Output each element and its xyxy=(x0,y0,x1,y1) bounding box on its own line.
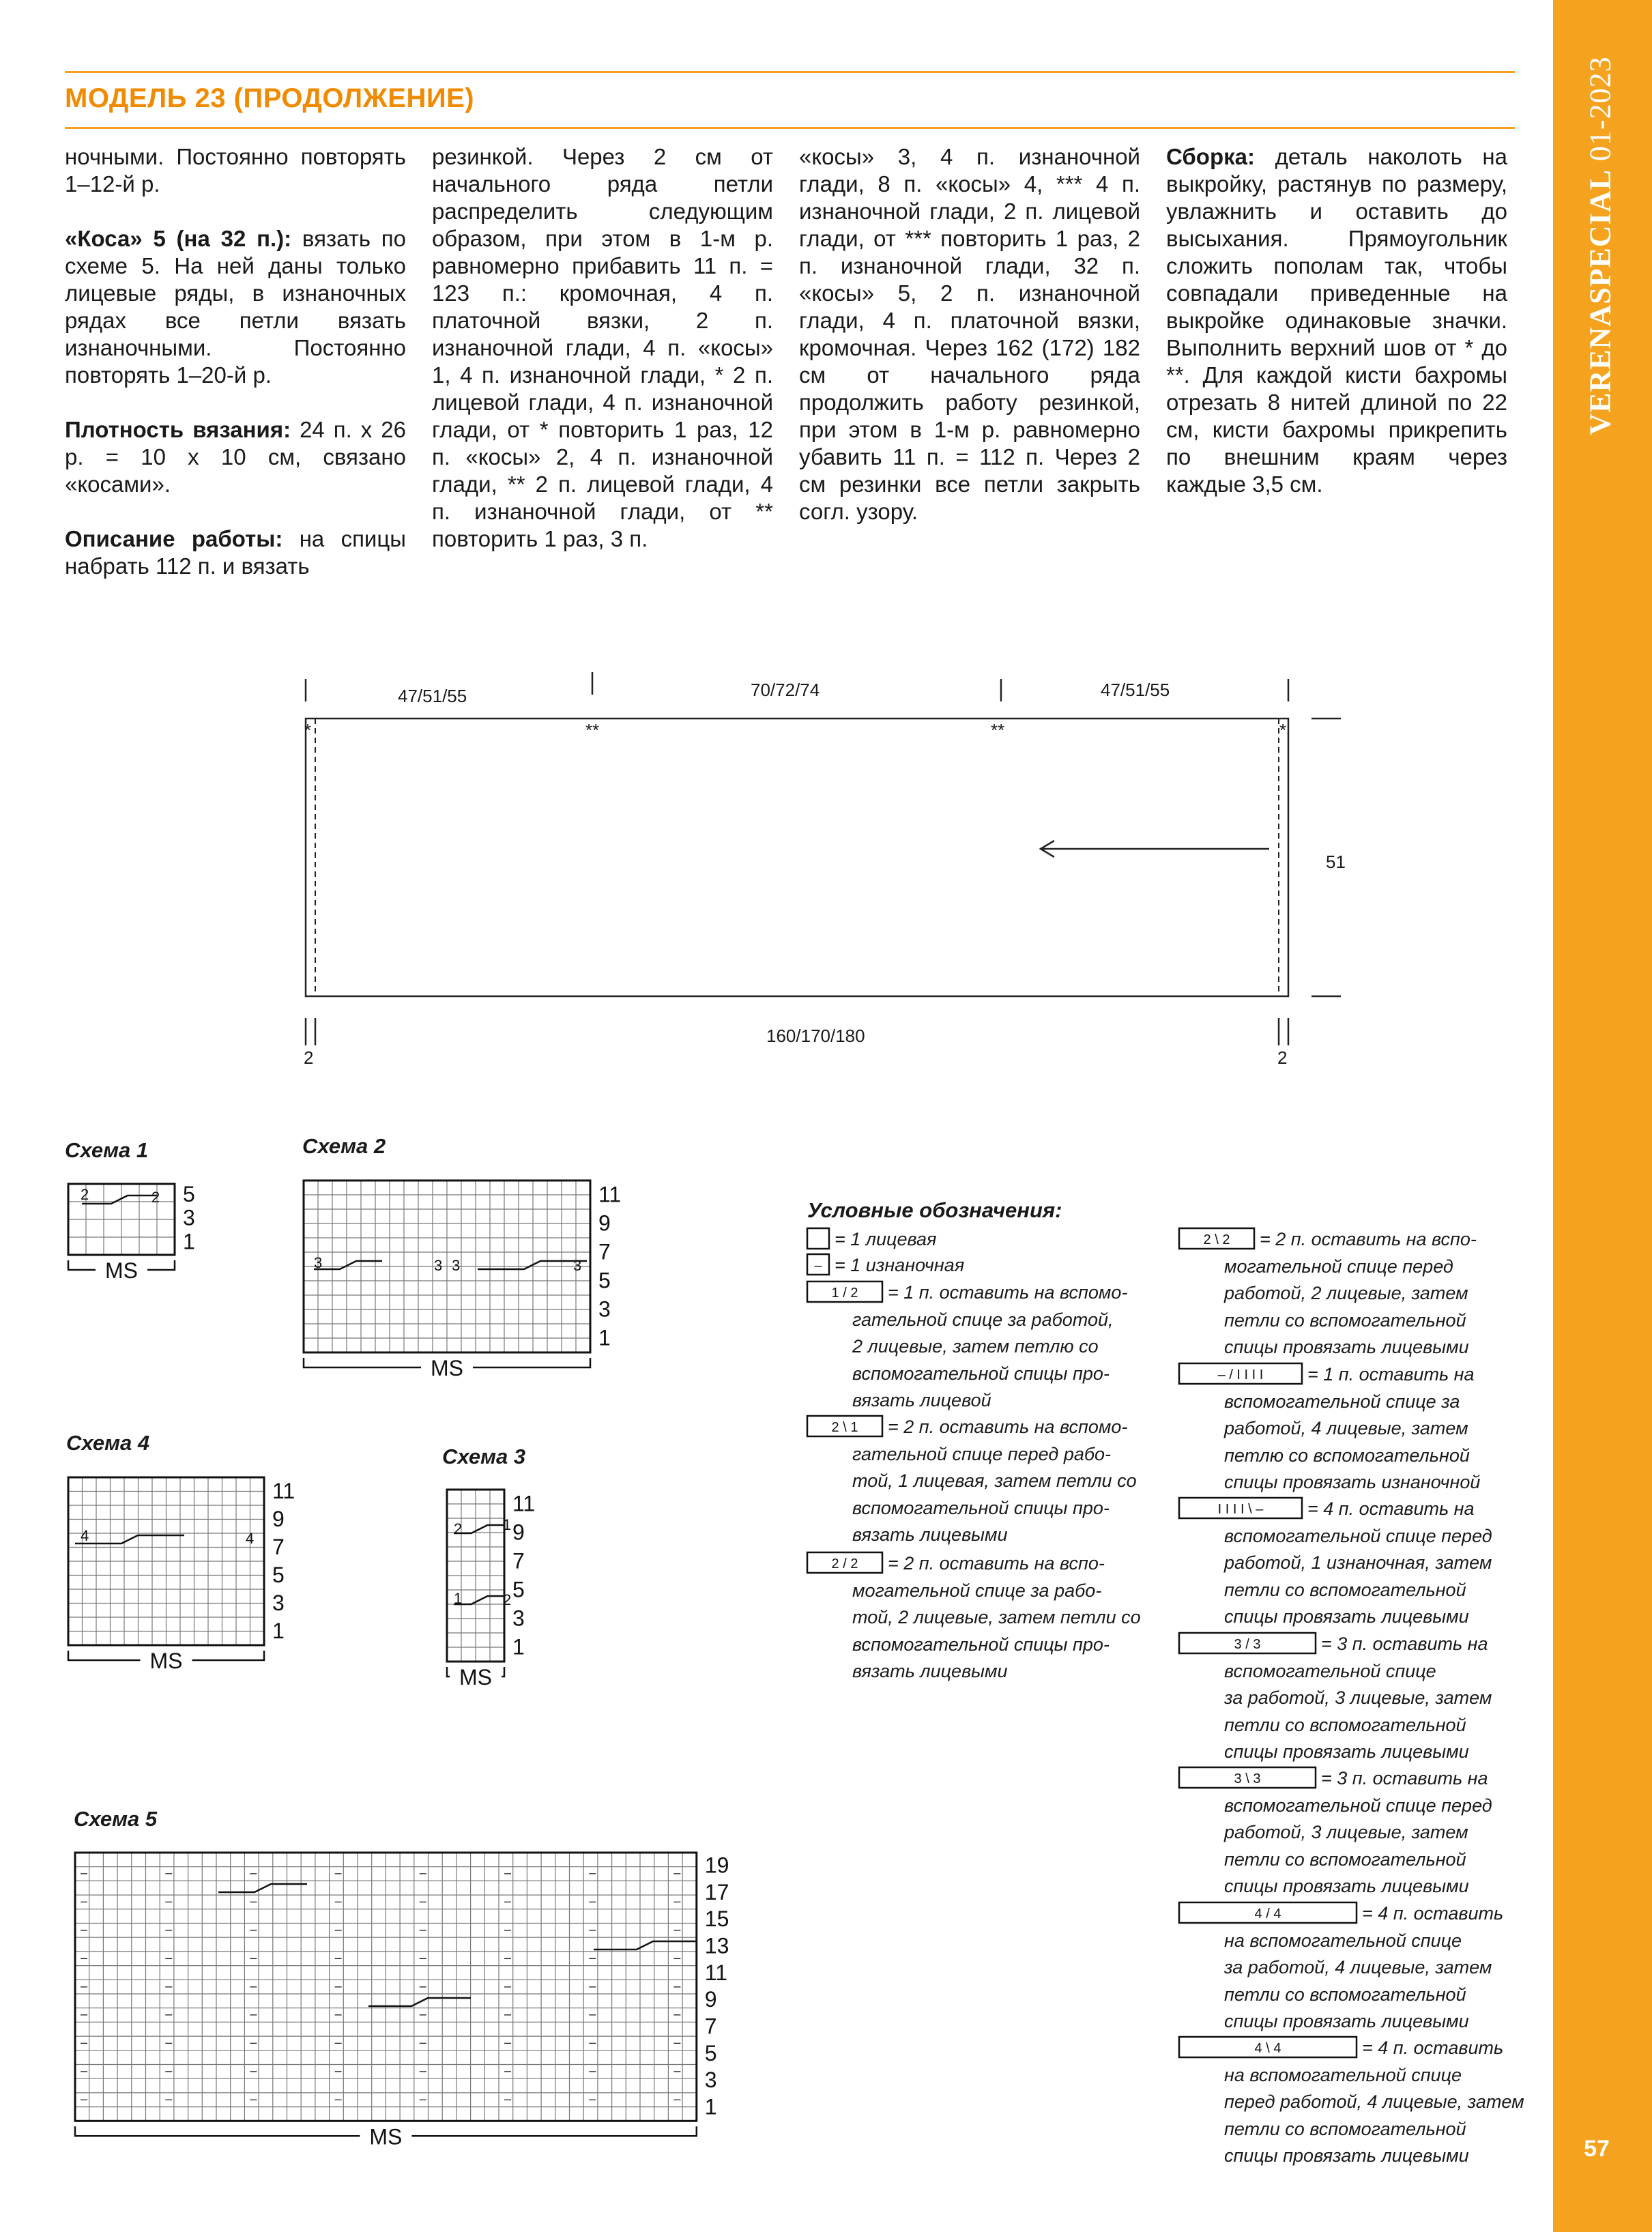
legend-line: = 2 п. оставить на вспо- xyxy=(888,1553,1105,1574)
legend-line: вспомогательной спице перед xyxy=(1224,1525,1492,1546)
legend-symbol xyxy=(807,1281,882,1302)
row-number: 3 xyxy=(512,1606,525,1631)
legend-symbol xyxy=(1179,1363,1302,1384)
row-number: 1 xyxy=(598,1325,611,1350)
purl-mark: – xyxy=(250,2035,257,2050)
cable-count: 4 xyxy=(246,1530,255,1547)
legend-line: = 1 п. оставить на xyxy=(1307,1364,1475,1385)
purl-mark: – xyxy=(504,1950,512,1965)
row-number: 5 xyxy=(704,2040,717,2066)
legend-description: = 1 лицевая xyxy=(835,1229,937,1249)
purl-mark: – xyxy=(589,1922,596,1937)
purl-mark: – xyxy=(589,1950,596,1965)
row-number: 5 xyxy=(272,1562,285,1587)
row-number: 7 xyxy=(272,1534,285,1559)
purl-mark: – xyxy=(673,2007,681,2021)
purl-mark: – xyxy=(334,2091,342,2106)
purl-mark: – xyxy=(419,2091,426,2106)
cable-count: 2 xyxy=(151,1189,160,1206)
paragraph: «Коса» 5 (на 32 п.): вязать по схеме 5. На ней даны только лицевые ряды, в изнаночных рядах все петли вязать изнаночными. Постоянно повторять 1–20-й р. xyxy=(65,226,407,388)
purl-mark: – xyxy=(165,2091,173,2106)
page-number: 57 xyxy=(1584,2136,1610,2162)
legend-description: = 1 изнаночная xyxy=(835,1255,965,1275)
row-number: 5 xyxy=(183,1182,195,1206)
row-number: 3 xyxy=(183,1205,195,1230)
row-number: 9 xyxy=(272,1506,285,1531)
row-number: 5 xyxy=(512,1577,525,1602)
purl-mark: – xyxy=(165,1922,173,1937)
svg-text:1 / 2: 1 / 2 xyxy=(831,1286,858,1301)
legend-line: вспомогательной спице перед xyxy=(1224,1795,1492,1816)
purl-mark: – xyxy=(589,1894,596,1909)
svg-text:I I I I \ –: I I I I \ – xyxy=(1217,1502,1264,1517)
paragraph: «косы» 3, 4 п. изнаночной глади, 8 п. «косы» 4, *** 4 п. изнаночной глади, 2 п. лицевой глади, от *** повторить 1 раз, 2 п. изнаночной глади, 32 п. «косы» 5, 2 п. изнаночной глади, 4 п. платочной вязки, кромочная. Через 162 (172) 182 см от начального ряда продолжить работу резинкой, при этом в 1-м р. равномерно убавить 11 п. = 112 п. Через 2 см резинки все петли закрыть согл. узору. xyxy=(799,144,1140,524)
section-title: МОДЕЛЬ 23 (ПРОДОЛЖЕНИЕ) xyxy=(65,83,475,113)
cable-count: 3 xyxy=(452,1257,461,1274)
edge-right-label: 2 xyxy=(1277,1047,1288,1068)
scheme-4-title: Схема 4 xyxy=(66,1431,150,1455)
purl-mark: – xyxy=(250,2007,257,2021)
legend-line: вспомогательной спицы про- xyxy=(852,1497,1110,1518)
scheme-1-title: Схема 1 xyxy=(65,1138,149,1162)
purl-mark: – xyxy=(589,1866,596,1880)
legend-symbol xyxy=(807,1416,882,1436)
row-number: 19 xyxy=(704,1853,729,1878)
cable-count: 2 xyxy=(454,1520,463,1537)
cable-count: 3 xyxy=(314,1254,323,1271)
scheme-2-title: Схема 2 xyxy=(302,1134,386,1158)
row-number: 11 xyxy=(598,1182,622,1207)
purl-mark: – xyxy=(673,2035,681,2050)
row-number: 3 xyxy=(704,2068,717,2093)
purl-mark: – xyxy=(81,1922,88,1937)
purl-mark: – xyxy=(250,1866,257,1880)
purl-mark: – xyxy=(250,2063,257,2078)
row-number: 3 xyxy=(272,1590,285,1615)
legend-line: работой, 1 изнаночная, затем xyxy=(1224,1552,1492,1573)
purl-mark: – xyxy=(589,2091,596,2106)
legend-line: = 4 п. оставить на xyxy=(1307,1498,1475,1519)
purl-mark: – xyxy=(419,2007,426,2021)
purl-mark: – xyxy=(250,1922,257,1937)
legend-line: спицы провязать лицевыми xyxy=(1224,1741,1469,1762)
legend-line: вспомогательной спицы про- xyxy=(852,1363,1110,1384)
row-number: 1 xyxy=(272,1618,285,1643)
purl-mark: – xyxy=(673,2063,681,2078)
cable-count: 3 xyxy=(434,1257,443,1274)
purl-mark: – xyxy=(165,1950,173,1965)
purl-mark: – xyxy=(81,2035,88,2050)
purl-mark: – xyxy=(419,1950,426,1965)
row-number: 9 xyxy=(512,1520,525,1545)
row-number: 13 xyxy=(704,1933,729,1958)
row-number: 17 xyxy=(704,1879,729,1904)
row-number: 15 xyxy=(704,1907,729,1932)
length-label: 160/170/180 xyxy=(766,1026,865,1046)
legend-description xyxy=(852,1414,1137,1549)
purl-mark: – xyxy=(504,1866,512,1880)
legend-line: = 4 п. оставить xyxy=(1362,1903,1504,1924)
cable-count: 2 xyxy=(503,1591,512,1608)
purl-mark: – xyxy=(419,1894,426,1909)
purl-mark: – xyxy=(334,1979,342,1993)
row-number: 1 xyxy=(512,1634,525,1659)
purl-mark: – xyxy=(81,2007,88,2021)
purl-mark: – xyxy=(504,1979,512,1993)
purl-mark: – xyxy=(504,2007,512,2021)
legend-symbol xyxy=(1179,2037,1357,2057)
row-number: 9 xyxy=(704,1987,717,2012)
paragraph: резинкой. Через 2 см от начального ряда петли распределить следующим образом, при этом в 1-м р. равномерно прибавить 11 п. = 123 п.: кромочная, 4 п. платочной вязки, 2 п. изнаночной глади, 4 п. «косы» 1, 4 п. изнаночной глади, * 2 п. лицевой глади, 4 п. изнаночной глади, от * повторить 1 раз, 12 п. «косы» 2, 4 п. изнаночной глади, ** 2 п. лицевой глади, 4 п. изнаночной глади, от ** повторить 1 раз, 3 п. xyxy=(432,144,773,551)
purl-mark: – xyxy=(81,2091,88,2106)
purl-mark: – xyxy=(334,1866,342,1880)
purl-mark: – xyxy=(165,1979,173,1993)
purl-mark: – xyxy=(81,1979,88,1993)
magazine-name: VERENASPECIAL xyxy=(1583,169,1617,435)
row-number: 7 xyxy=(512,1548,525,1574)
row-number: 11 xyxy=(704,1960,728,1985)
legend-line: гательной спице перед рабо- xyxy=(852,1443,1112,1464)
cable-count: 2 xyxy=(81,1186,89,1203)
paragraph: Плотность вязания: 24 п. х 26 р. = 10 х 10 см, связано «косами». xyxy=(65,417,407,497)
svg-text:2 \ 1: 2 \ 1 xyxy=(831,1420,858,1435)
legend-symbol xyxy=(1179,1633,1316,1653)
ms-label: MS xyxy=(369,2124,403,2149)
svg-text:3 / 3: 3 / 3 xyxy=(1234,1637,1261,1652)
width-left-label: 47/51/55 xyxy=(398,686,467,706)
legend-line: могательной спице перед xyxy=(1224,1256,1453,1277)
svg-text:4 / 4: 4 / 4 xyxy=(1254,1907,1281,1922)
width-right-label: 47/51/55 xyxy=(1101,680,1170,700)
legend-line: вспомогательной спице xyxy=(1224,1660,1436,1681)
purl-mark: – xyxy=(81,2063,88,2078)
row-number: 1 xyxy=(704,2094,717,2119)
legend-symbol xyxy=(1179,1228,1254,1249)
row-number: 7 xyxy=(704,2014,717,2039)
legend-line: перед работой, 4 лицевые, затем xyxy=(1224,2091,1524,2112)
legend-line: = 4 п. оставить xyxy=(1362,2038,1504,2058)
cable-count: 4 xyxy=(81,1527,89,1544)
purl-mark: – xyxy=(673,1866,681,1880)
cable-count: 1 xyxy=(503,1516,512,1533)
legend-title: Условные обозначения: xyxy=(807,1198,1062,1222)
purl-mark: – xyxy=(504,2091,512,2106)
edge-left-label: 2 xyxy=(304,1047,314,1068)
scheme-3-title: Схема 3 xyxy=(442,1445,526,1468)
legend-line: гательной спице за работой, xyxy=(852,1309,1114,1330)
purl-mark: – xyxy=(419,1922,426,1937)
legend-line: спицы провязать лицевыми xyxy=(1224,1876,1469,1896)
legend-line: спицы провязать лицевыми xyxy=(1224,1337,1469,1357)
purl-mark: – xyxy=(250,1894,257,1909)
purl-mark: – xyxy=(419,1979,426,1993)
legend-line: петли со вспомогательной xyxy=(1224,1714,1466,1735)
legend-line: = 2 п. оставить на вспо- xyxy=(1260,1229,1477,1249)
purl-mark: – xyxy=(334,1950,342,1965)
purl-mark: – xyxy=(250,1950,257,1965)
purl-mark: – xyxy=(589,2063,596,2078)
paragraph: Описание работы: на спицы набрать 112 п. и вязать xyxy=(65,526,406,579)
legend-line: работой, 3 лицевые, затем xyxy=(1224,1822,1468,1842)
height-label: 51 xyxy=(1326,852,1346,872)
width-middle-label: 70/72/74 xyxy=(751,680,820,700)
purl-mark: – xyxy=(165,1866,173,1880)
purl-mark: – xyxy=(504,1894,512,1909)
legend-line: петли со вспомогательной xyxy=(1224,2118,1466,2139)
legend-line: за работой, 3 лицевые, затем xyxy=(1224,1687,1492,1708)
svg-text:–: – xyxy=(814,1258,822,1273)
ms-label: MS xyxy=(459,1665,492,1690)
legend-line: петли со вспомогательной xyxy=(1224,1849,1466,1870)
row-number: 11 xyxy=(272,1478,295,1503)
legend-description xyxy=(852,1550,1141,1685)
legend-line: могательной спице за рабо- xyxy=(852,1580,1102,1601)
legend-line: работой, 4 лицевые, затем xyxy=(1224,1418,1468,1438)
legend-symbol xyxy=(807,1254,829,1275)
legend-line: на вспомогательной спице xyxy=(1224,1930,1462,1951)
row-number: 11 xyxy=(512,1491,536,1516)
paragraph: Сборка: деталь наколоть на выкройку, растянув по размеру, увлажнить и оставить до высыхания. Прямоугольник сложить пополам так, чтобы совпадали приведенные на выкройке одинаковые значки. Выполнить верхний шов от * до **. Для каждой кисти бахромы отрезать 8 нитей длиной по 22 см, кисти бахромы прикрепить по внешним краям через каждые 3,5 см. xyxy=(1166,144,1507,497)
ms-label: MS xyxy=(105,1258,138,1283)
svg-text:4 \ 4: 4 \ 4 xyxy=(1254,2041,1281,2056)
legend-line: = 3 п. оставить на xyxy=(1321,1634,1488,1654)
legend-line: вязать лицевыми xyxy=(852,1524,1008,1545)
cable-count: 1 xyxy=(454,1590,463,1607)
purl-mark: – xyxy=(334,2035,342,2050)
purl-mark: – xyxy=(81,1894,88,1909)
ms-label: MS xyxy=(149,1649,183,1673)
legend-line: 2 лицевые, затем петлю со xyxy=(852,1336,1099,1357)
purl-mark: – xyxy=(81,1866,88,1880)
purl-mark: – xyxy=(81,1950,88,1965)
purl-mark: – xyxy=(504,2035,512,2050)
star-mark: * xyxy=(1279,720,1287,740)
legend-line: спицы провязать лицевыми xyxy=(1224,2011,1469,2031)
svg-text:3 \ 3: 3 \ 3 xyxy=(1234,1771,1261,1786)
legend-line: петли со вспомогательной xyxy=(1224,1984,1466,2005)
legend-symbol xyxy=(1179,1902,1357,1923)
legend-symbol xyxy=(807,1228,829,1249)
legend-line: = 3 п. оставить на xyxy=(1321,1768,1488,1788)
svg-text:2 / 2: 2 / 2 xyxy=(831,1556,858,1571)
purl-mark: – xyxy=(419,2035,426,2050)
legend-line: вспомогательной спице за xyxy=(1224,1391,1460,1412)
purl-mark: – xyxy=(334,2063,342,2078)
double-star-mark: ** xyxy=(991,720,1005,740)
row-number: 5 xyxy=(598,1268,611,1293)
purl-mark: – xyxy=(673,1922,681,1937)
row-number: 1 xyxy=(183,1229,195,1254)
legend-line: той, 1 лицевая, затем петли со xyxy=(852,1470,1137,1491)
legend-line: петли со вспомогательной xyxy=(1224,1309,1466,1331)
svg-text:2 \ 2: 2 \ 2 xyxy=(1203,1232,1230,1247)
purl-mark: – xyxy=(589,1979,596,1993)
legend-line: спицы провязать лицевыми xyxy=(1224,2145,1469,2166)
svg-text:– / I I I I: – / I I I I xyxy=(1217,1367,1264,1382)
purl-mark: – xyxy=(165,2035,173,2050)
purl-mark: – xyxy=(589,2035,596,2050)
legend-line: вязать лицевой xyxy=(852,1390,991,1410)
row-number: 9 xyxy=(598,1211,611,1236)
scheme-5-title: Схема 5 xyxy=(74,1807,158,1831)
purl-mark: – xyxy=(673,1979,681,1993)
cable-count: 3 xyxy=(573,1257,582,1274)
legend-line: работой, 2 лицевые, затем xyxy=(1224,1283,1468,1303)
purl-mark: – xyxy=(504,1922,512,1937)
purl-mark: – xyxy=(673,1894,681,1909)
purl-mark: – xyxy=(334,1894,342,1909)
legend-description xyxy=(1224,1226,1477,1361)
legend-line: на вспомогательной спице xyxy=(1224,2064,1462,2085)
purl-mark: – xyxy=(165,2063,173,2078)
purl-mark: – xyxy=(250,2091,257,2106)
legend-line: спицы провязать изнаночной xyxy=(1224,1472,1481,1492)
purl-mark: – xyxy=(334,1922,342,1937)
row-number: 7 xyxy=(598,1239,611,1264)
legend-line: вспомогательной спицы про- xyxy=(852,1634,1110,1655)
double-star-mark: ** xyxy=(585,720,600,740)
purl-mark: – xyxy=(673,2091,681,2106)
purl-mark: – xyxy=(419,1866,426,1880)
legend-line: той, 2 лицевые, затем петли со xyxy=(852,1607,1141,1627)
purl-mark: – xyxy=(165,1894,173,1909)
star-mark: * xyxy=(304,720,312,740)
legend-description xyxy=(852,1279,1128,1415)
legend-line: петлю со вспомогательной xyxy=(1224,1445,1470,1466)
legend-line: петли со вспомогательной xyxy=(1224,1579,1466,1600)
purl-mark: – xyxy=(250,1979,257,1993)
purl-mark: – xyxy=(589,2007,596,2021)
purl-mark: – xyxy=(419,2063,426,2078)
legend-symbol xyxy=(807,1552,882,1573)
ms-label: MS xyxy=(431,1356,463,1380)
purl-mark: – xyxy=(165,2007,173,2021)
issue-number: 01-2023 xyxy=(1583,56,1617,162)
legend-line: за работой, 4 лицевые, затем xyxy=(1224,1957,1492,1977)
purl-mark: – xyxy=(504,2063,512,2078)
legend-symbol xyxy=(1179,1767,1316,1788)
purl-mark: – xyxy=(673,1950,681,1965)
legend-line: = 2 п. оставить на вспомо- xyxy=(888,1417,1128,1437)
legend-line: спицы провязать лицевыми xyxy=(1224,1606,1469,1627)
purl-mark: – xyxy=(334,2007,342,2021)
legend-symbol xyxy=(1179,1498,1302,1518)
legend-line: вязать лицевыми xyxy=(852,1661,1008,1681)
legend-line: = 1 п. оставить на вспомо- xyxy=(888,1282,1128,1303)
paragraph: ночными. Постоянно повторять 1–12-й р. xyxy=(65,144,406,197)
row-number: 3 xyxy=(598,1296,611,1322)
